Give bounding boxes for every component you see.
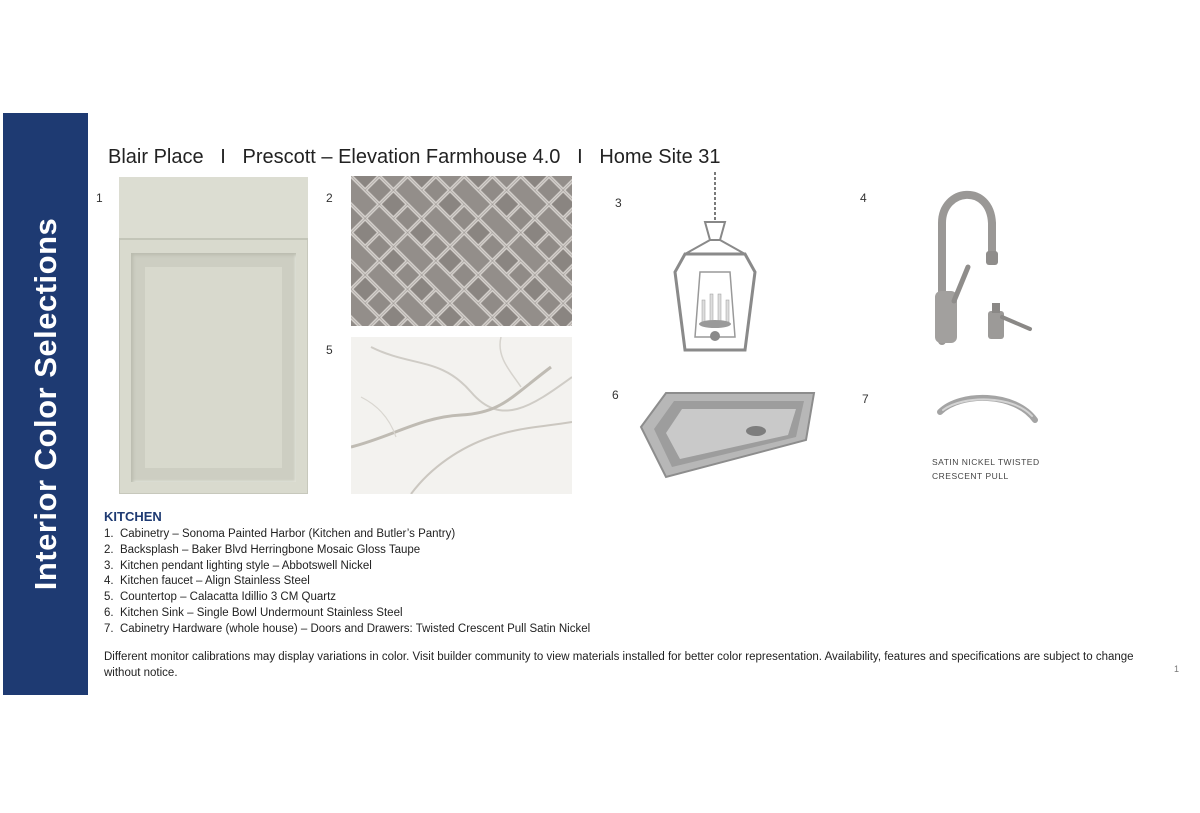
item-number-7: 7 bbox=[862, 392, 869, 406]
item-number-5: 5 bbox=[326, 343, 333, 357]
list-item: 5. Countertop – Calacatta Idillio 3 CM Quartz bbox=[104, 591, 337, 604]
item-number-1: 1 bbox=[96, 191, 103, 205]
backsplash-tile-image bbox=[351, 176, 572, 326]
cabinet-door-image bbox=[119, 177, 308, 494]
sidebar-banner bbox=[3, 113, 88, 695]
page-title: Blair Place I Prescott – Elevation Farmhouse 4.0 I Home Site 31 bbox=[108, 146, 721, 168]
kitchen-selection-list bbox=[104, 527, 590, 638]
list-item: 1. Cabinetry – Sonoma Painted Harbor (Kitchen and Butler’s Pantry) bbox=[104, 528, 456, 540]
kitchen-section-title: KITCHEN bbox=[104, 509, 162, 524]
list-item: 4. Kitchen faucet – Align Stainless Steel bbox=[104, 575, 310, 588]
kitchen-sink-image bbox=[636, 385, 816, 480]
item-number-4: 4 bbox=[860, 191, 867, 205]
kitchen-faucet-image bbox=[920, 183, 1040, 345]
page-number: 1 bbox=[1174, 664, 1180, 674]
item-number-6: 6 bbox=[612, 388, 619, 402]
sidebar-title: Interior Color Selections bbox=[27, 217, 63, 591]
list-item: 3. Kitchen pendant lighting style – Abbotswell Nickel bbox=[104, 559, 372, 572]
cabinet-pull-caption-line1: SATIN NICKEL TWISTED bbox=[932, 457, 1040, 467]
list-item: 7. Cabinetry Hardware (whole house) – Doors and Drawers: Twisted Crescent Pull Satin Nickel bbox=[104, 622, 591, 635]
item-number-2: 2 bbox=[326, 191, 333, 205]
cabinet-door-frame bbox=[131, 253, 296, 482]
list-item: 6. Kitchen Sink – Single Bowl Undermount Stainless Steel bbox=[104, 606, 403, 619]
item-number-3: 3 bbox=[615, 196, 622, 210]
pendant-light-image bbox=[660, 172, 770, 360]
list-item: 2. Backsplash – Baker Blvd Herringbone Mosaic Gloss Taupe bbox=[104, 543, 421, 556]
cabinet-pull-caption bbox=[932, 455, 1082, 483]
cabinet-drawer-front bbox=[119, 177, 308, 240]
cabinet-pull-image bbox=[935, 390, 1040, 430]
countertop-quartz-image bbox=[351, 337, 572, 494]
disclaimer-text: Different monitor calibrations may display variations in color. Visit builder community to view materials installed for better color representation. Availability, features and specifications are subject to change without notice. bbox=[104, 651, 1134, 679]
cabinet-pull-caption-line2: CRESCENT PULL bbox=[932, 471, 1009, 481]
cabinet-door-panel bbox=[145, 267, 282, 468]
